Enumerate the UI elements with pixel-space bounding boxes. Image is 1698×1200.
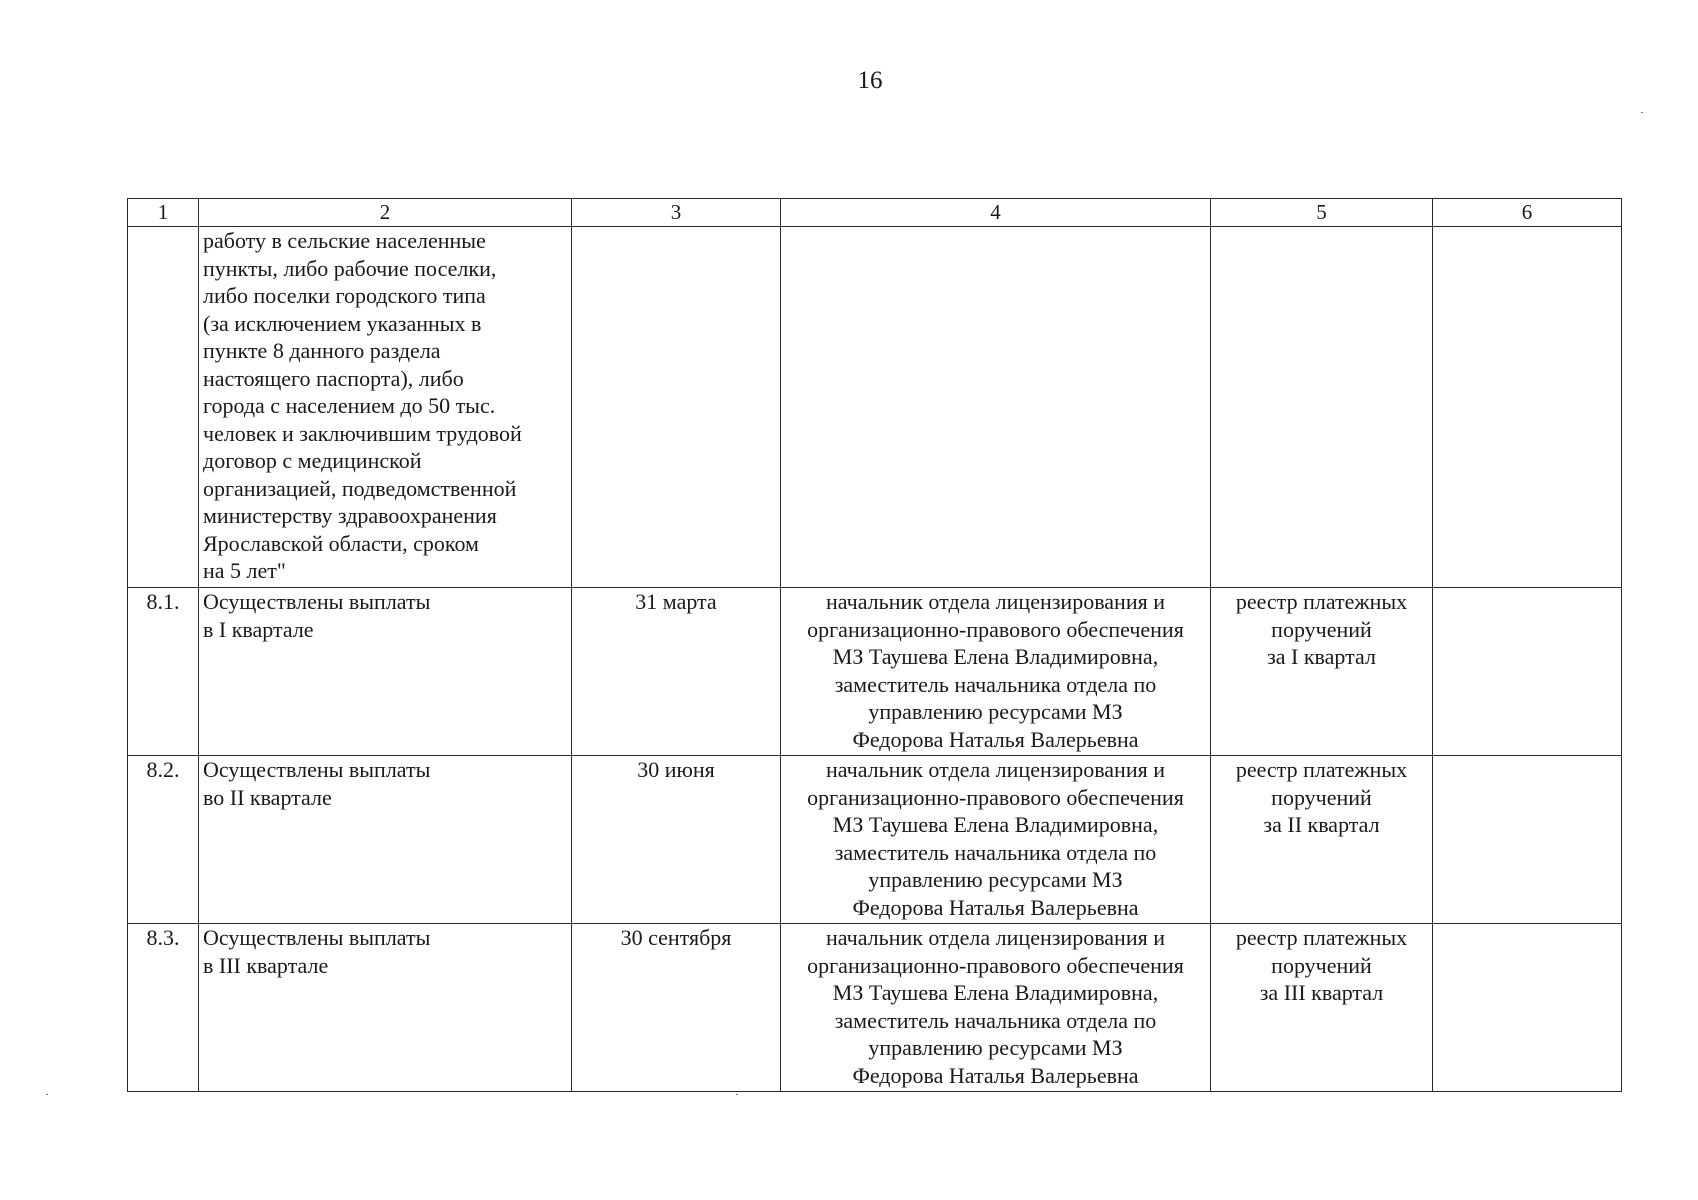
responsible-line: управлению ресурсами МЗ bbox=[868, 1035, 1123, 1060]
responsible-line: организационно-правового обеспечения bbox=[807, 616, 1184, 642]
continuation-line: работу в сельские населенные bbox=[203, 228, 486, 253]
responsible-cell bbox=[781, 588, 1211, 756]
column-number-1: 1 bbox=[128, 199, 199, 227]
responsible-line: управлению ресурсами МЗ bbox=[868, 867, 1123, 892]
continuation-empty-cell bbox=[781, 227, 1211, 588]
responsible-line: МЗ Таушева Елена Владимировна, bbox=[832, 644, 1159, 669]
document-line: реестр платежных bbox=[1235, 757, 1408, 782]
table-row bbox=[128, 924, 1622, 1092]
note-cell bbox=[1433, 756, 1622, 924]
continuation-empty-cell bbox=[572, 227, 781, 588]
document-line: поручений bbox=[1271, 784, 1372, 810]
column-number-3: 3 bbox=[572, 199, 781, 227]
note-cell bbox=[1433, 588, 1622, 756]
responsible-line: Федорова Наталья Валерьевна bbox=[852, 1062, 1139, 1088]
scan-speck bbox=[736, 1094, 738, 1095]
row-number: 8.2. bbox=[128, 756, 199, 924]
responsible-line: начальник отдела лицензирования и bbox=[826, 589, 1165, 614]
event-line: в III квартале bbox=[203, 952, 329, 978]
responsible-cell bbox=[781, 756, 1211, 924]
responsible-line: МЗ Таушева Елена Владимировна, bbox=[832, 812, 1159, 837]
document-line: за II квартал bbox=[1263, 812, 1380, 837]
row-number: 8.1. bbox=[128, 588, 199, 756]
column-number-5: 5 bbox=[1211, 199, 1433, 227]
event-line: во II квартале bbox=[203, 784, 332, 810]
continuation-row bbox=[128, 227, 1622, 588]
scan-speck bbox=[46, 1094, 48, 1095]
responsible-line: МЗ Таушева Елена Владимировна, bbox=[832, 980, 1159, 1005]
responsible-line: управлению ресурсами МЗ bbox=[868, 699, 1123, 724]
responsible-line: Федорова Наталья Валерьевна bbox=[852, 726, 1139, 752]
table-row bbox=[128, 756, 1622, 924]
responsible-cell bbox=[781, 924, 1211, 1092]
continuation-line: договор с медицинской bbox=[203, 448, 422, 473]
document-cell bbox=[1211, 588, 1433, 756]
event-cell bbox=[199, 588, 572, 756]
document-line: поручений bbox=[1271, 616, 1372, 642]
page-number: 16 bbox=[857, 67, 883, 94]
event-line: Осуществлены выплаты bbox=[203, 757, 431, 782]
document-cell bbox=[1211, 756, 1433, 924]
event-cell bbox=[199, 924, 572, 1092]
event-line: Осуществлены выплаты bbox=[203, 925, 431, 950]
document-line: поручений bbox=[1271, 952, 1372, 978]
responsible-line: заместитель начальника отдела по bbox=[834, 671, 1157, 697]
continuation-line: (за исключением указанных в bbox=[203, 310, 482, 336]
row-number: 8.3. bbox=[128, 924, 199, 1092]
responsible-line: Федорова Наталья Валерьевна bbox=[852, 894, 1139, 920]
column-number-row bbox=[128, 199, 1622, 227]
continuation-line: пункте 8 данного раздела bbox=[203, 338, 441, 363]
document-line: реестр платежных bbox=[1235, 589, 1408, 614]
responsible-line: заместитель начальника отдела по bbox=[834, 1007, 1157, 1033]
continuation-line: человек и заключившим трудовой bbox=[203, 420, 522, 446]
continuation-line: министерству здравоохранения bbox=[203, 503, 497, 528]
continuation-line: пункты, либо рабочие поселки, bbox=[203, 255, 497, 281]
continuation-line: настоящего паспорта), либо bbox=[203, 365, 464, 391]
continuation-line: города с населением до 50 тыс. bbox=[203, 393, 496, 418]
column-number-4: 4 bbox=[781, 199, 1211, 227]
event-cell bbox=[199, 756, 572, 924]
deadline-cell: 30 июня bbox=[572, 756, 781, 924]
column-number-6: 6 bbox=[1433, 199, 1622, 227]
document-line: за I квартал bbox=[1267, 644, 1376, 669]
responsible-line: начальник отдела лицензирования и bbox=[826, 757, 1165, 782]
continuation-line: Ярославской области, сроком bbox=[203, 530, 479, 556]
column-number-2: 2 bbox=[199, 199, 572, 227]
continuation-line: организацией, подведомственной bbox=[203, 475, 517, 501]
table-row bbox=[128, 588, 1622, 756]
responsible-line: организационно-правового обеспечения bbox=[807, 952, 1184, 978]
continuation-text-cell bbox=[199, 227, 572, 588]
responsible-line: организационно-правового обеспечения bbox=[807, 784, 1184, 810]
scan-speck bbox=[1641, 112, 1643, 113]
continuation-empty-cell bbox=[1211, 227, 1433, 588]
event-line: Осуществлены выплаты bbox=[203, 589, 431, 614]
note-cell bbox=[1433, 924, 1622, 1092]
continuation-line: либо поселки городского типа bbox=[203, 283, 486, 308]
plan-table bbox=[127, 198, 1622, 1092]
document-cell bbox=[1211, 924, 1433, 1092]
responsible-line: заместитель начальника отдела по bbox=[834, 839, 1157, 865]
deadline-cell: 30 сентября bbox=[572, 924, 781, 1092]
continuation-line: на 5 лет" bbox=[203, 558, 286, 583]
document-line: реестр платежных bbox=[1235, 925, 1408, 950]
continuation-empty-cell bbox=[1433, 227, 1622, 588]
document-line: за III квартал bbox=[1259, 980, 1384, 1005]
event-line: в I квартале bbox=[203, 616, 314, 642]
continuation-num-cell bbox=[128, 227, 199, 588]
deadline-cell: 31 марта bbox=[572, 588, 781, 756]
responsible-line: начальник отдела лицензирования и bbox=[826, 925, 1165, 950]
